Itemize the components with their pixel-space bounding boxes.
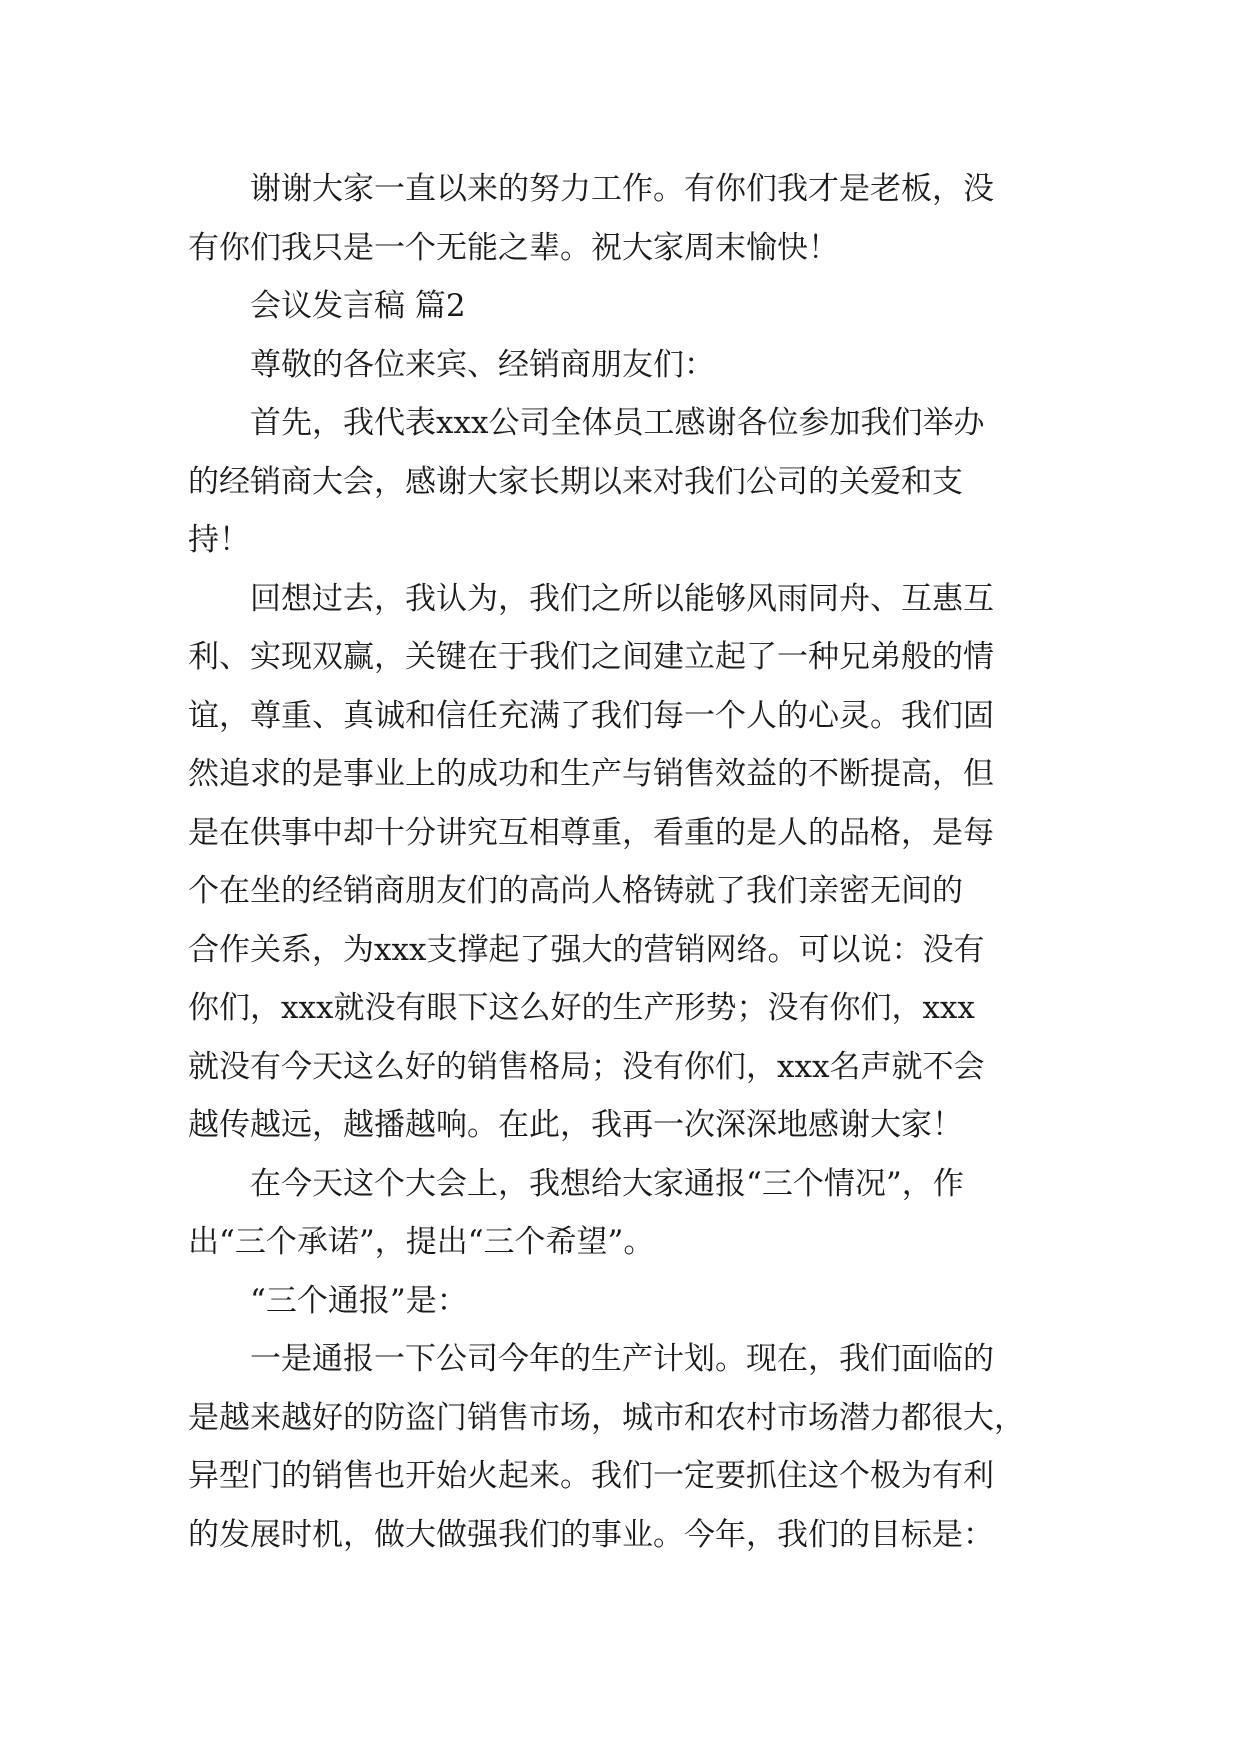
paragraph: 一是通报一下公司今年的生产计划。现在，我们面临的 是越来越好的防盗门销售市场，城市和农村市场潜力都很大， 异型门的销售也开始火起来。我们一定要抓住这个极为有利 的发展时机，做大做强我们的事业。今年，我们的目标是： <box>188 1341 1025 1553</box>
paragraph: 在今天这个大会上，我想给大家通报“三个情况”，作 出“三个承诺”，提出“三个希望”。 <box>188 1165 964 1260</box>
paragraph: 首先，我代表xxx公司全体员工感谢各位参加我们举办 的经销商大会，感谢大家长期以来对我们公司的关爱和支 持！ <box>188 405 985 558</box>
salutation: 尊敬的各位来宾、经销商朋友们： <box>250 346 715 383</box>
paragraph: 回想过去，我认为，我们之所以能够风雨同舟、互惠互 利、实现双赢，关键在于我们之间建立起了一种兄弟般的情 谊，尊重、真诚和信任充满了我们每一个人的心灵。我们固 然追求的是事业上的成功和生产与销售效益的不断提高，但 是在供事中却十分讲究互相尊重，看重的是人的品格，是每 个在坐的经销商朋友们的高尚人格铸就了我们亲密无间的 合作关系，为xxx支撑起了强大的营销网络。可以说：没有 你们，xxx就没有眼下这么好的生产形势；没有你们，xxx 就没有今天这么好的销售格局；没有你们，xxx名声就不会 越传越远，越播越响。在此，我再一次深深地感谢大家！ <box>188 580 994 1143</box>
subheading: “三个通报”是： <box>250 1282 468 1319</box>
document-body <box>188 160 1068 1564</box>
section-heading: 会议发言稿 篇2 <box>250 288 466 324</box>
paragraph: 谢谢大家一直以来的努力工作。有你们我才是老板，没 有你们我只是一个无能之辈。祝大家周末愉快！ <box>188 171 994 266</box>
